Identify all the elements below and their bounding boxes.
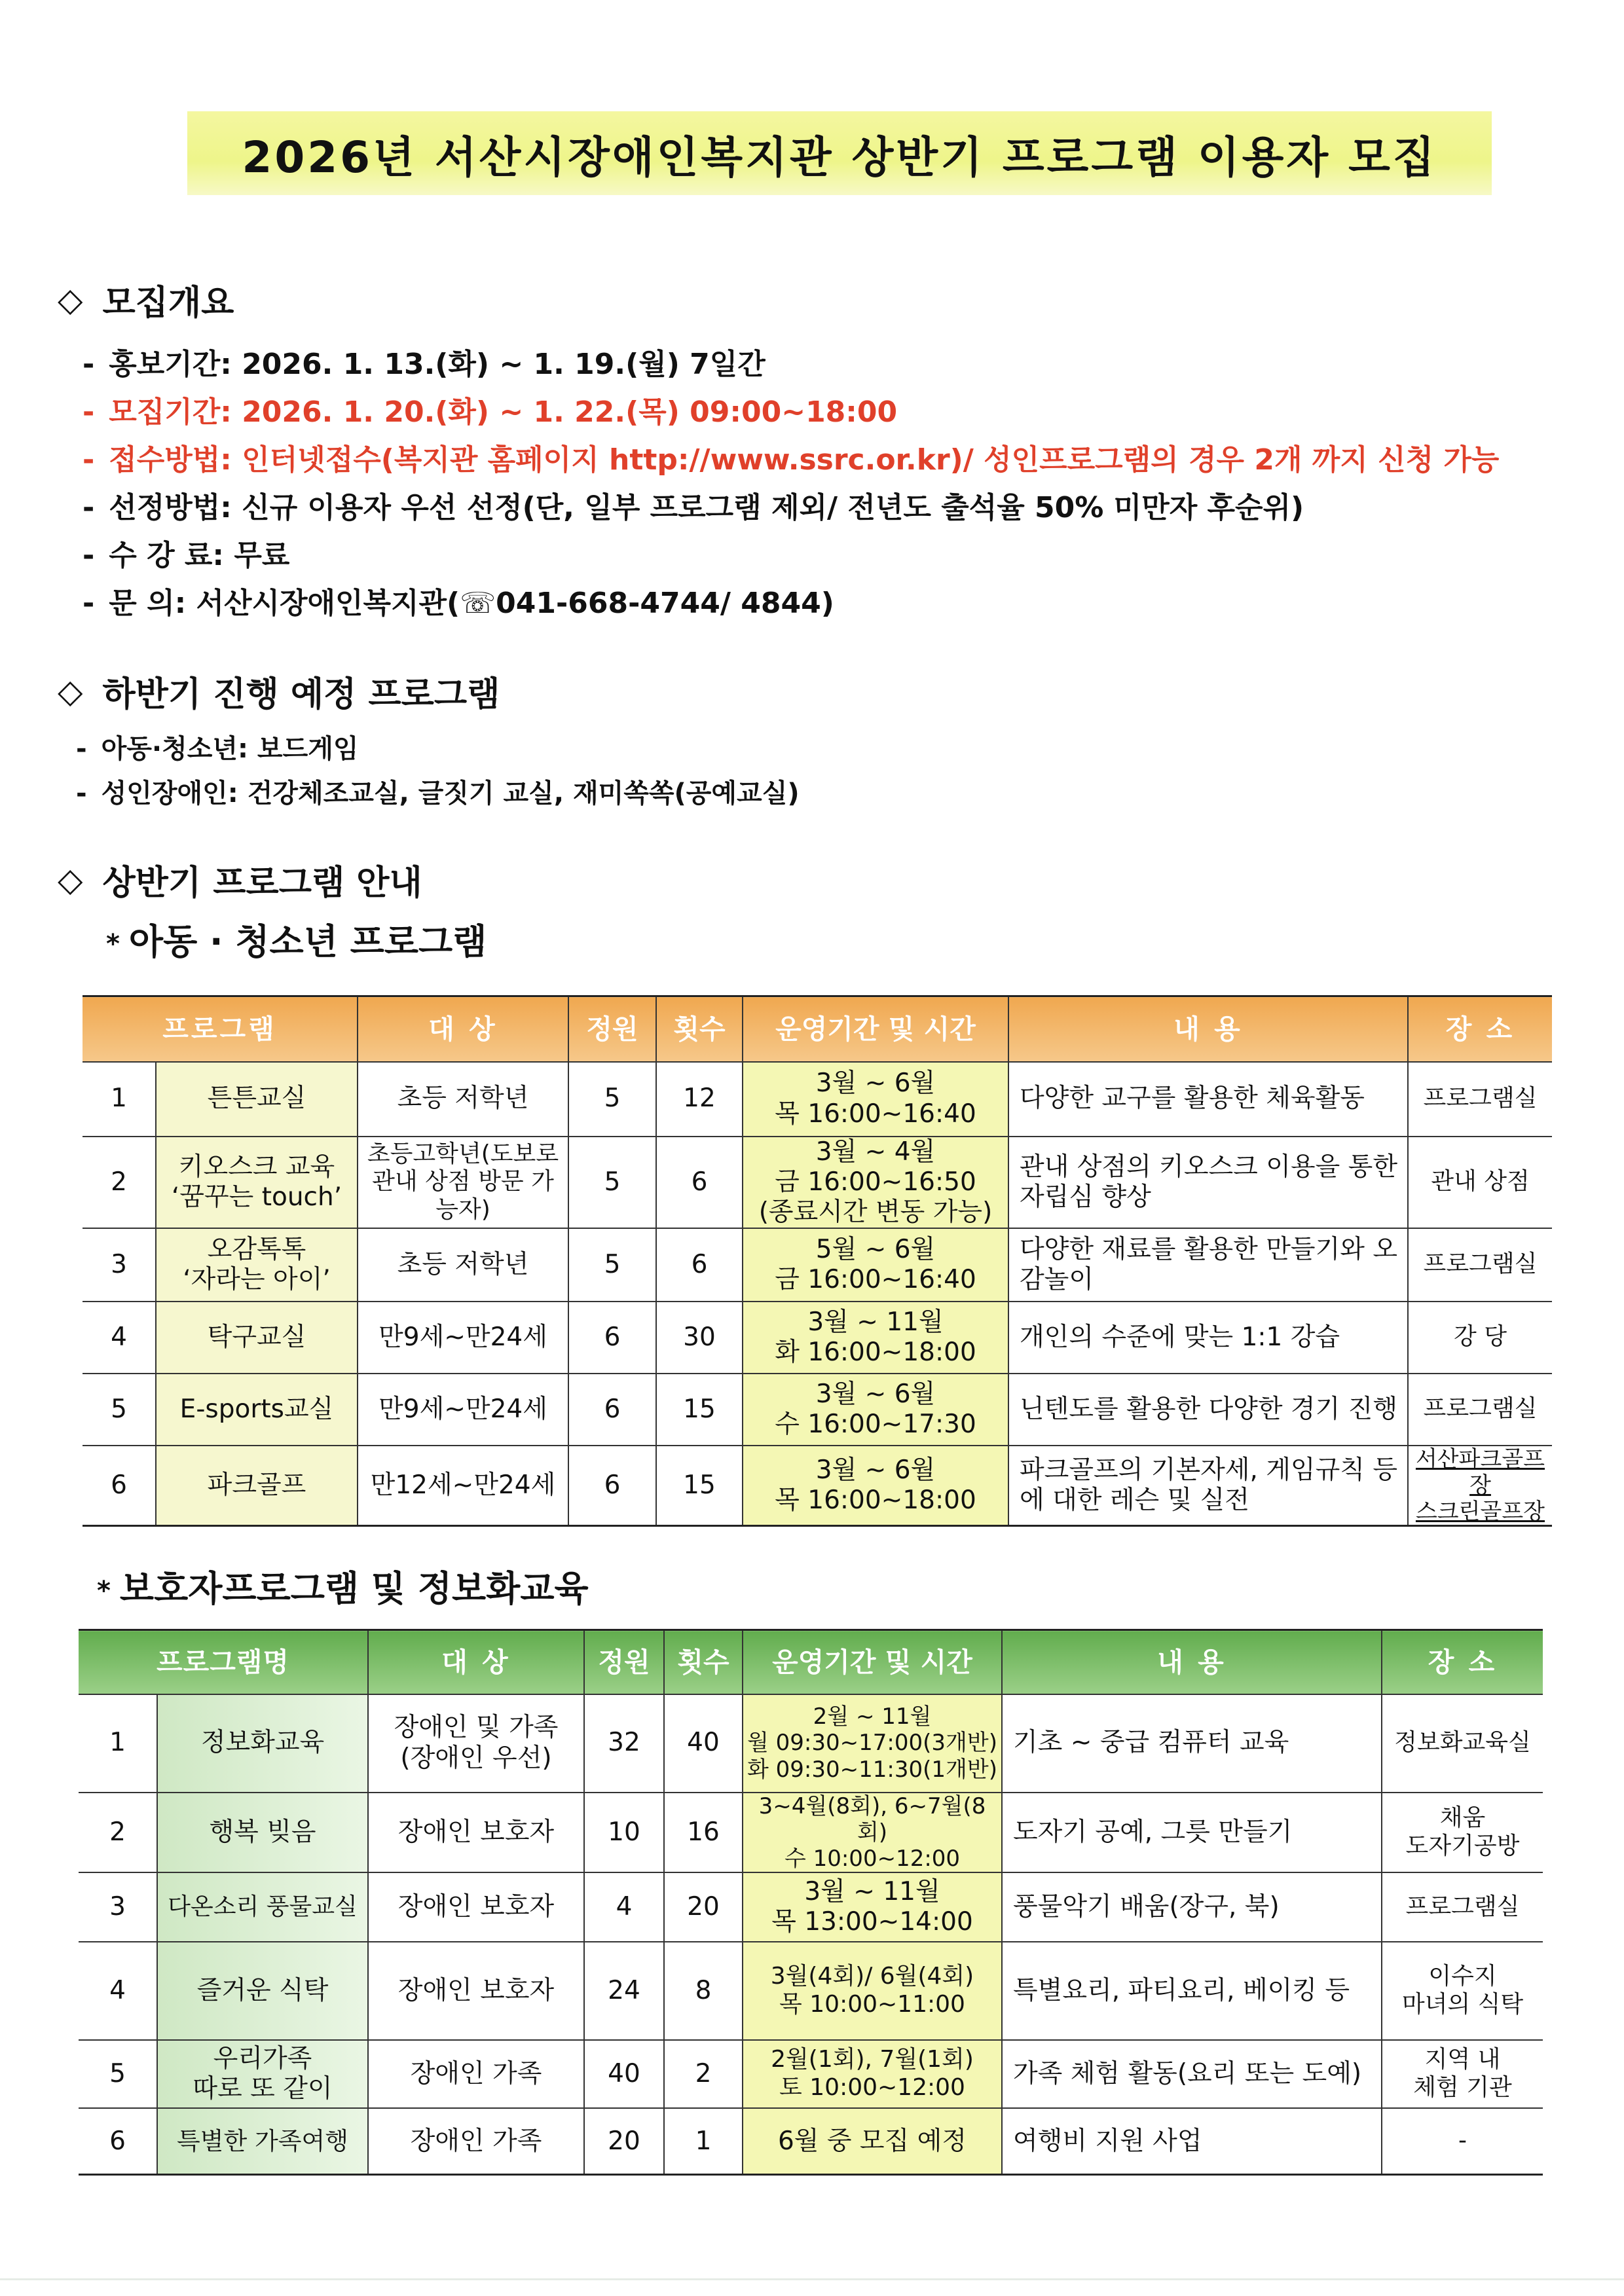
table-row	[79, 1942, 1543, 2040]
program-name: 튼튼교실	[156, 1062, 358, 1137]
overview-item: - 모집기간: 2026. 1. 20.(화) ~ 1. 22.(목) 09:00~18:00	[83, 395, 898, 429]
capacity: 6	[568, 1446, 656, 1526]
session-count: 6	[656, 1137, 743, 1228]
program-name: 오감톡톡 ‘자라는 아이’	[156, 1228, 358, 1302]
session-count: 16	[664, 1793, 743, 1872]
session-count: 40	[664, 1694, 743, 1793]
target: 초등고학년(도보로 관내 상점 방문 가능자)	[358, 1137, 568, 1228]
table-header-row	[79, 1630, 1543, 1694]
target: 만12세~만24세	[358, 1446, 568, 1526]
place: 프로그램실	[1408, 1374, 1552, 1446]
session-count: 20	[664, 1872, 743, 1942]
period: 5월 ~ 6월 금 16:00~16:40	[743, 1228, 1008, 1302]
page-bottom-rule	[0, 2278, 1624, 2280]
capacity: 5	[568, 1137, 656, 1228]
program-name: 즐거운 식탁	[157, 1942, 368, 2040]
column-header: 대 상	[358, 996, 568, 1062]
session-count: 15	[656, 1374, 743, 1446]
capacity: 6	[568, 1302, 656, 1374]
second-half-item: - 성인장애인: 건강체조교실, 글짓기 교실, 재미쏙쏙(공예교실)	[76, 778, 800, 809]
content: 파크골프의 기본자세, 게임규칙 등에 대한 레슨 및 실전	[1008, 1446, 1408, 1526]
overview-item: - 접수방법: 인터넷접수(복지관 홈페이지 http://www.ssrc.or.kr)/ 성인프로그램의 경우 2개 까지 신청 가능	[83, 443, 1500, 477]
period: 3월(4회)/ 6월(4회) 목 10:00~11:00	[743, 1942, 1002, 2040]
content: 다양한 교구를 활용한 체육활동	[1008, 1062, 1408, 1137]
period: 3월 ~ 11월 화 16:00~18:00	[743, 1302, 1008, 1374]
youth-program-table	[83, 995, 1552, 1527]
session-count: 30	[656, 1302, 743, 1374]
first-half-heading: ◇ 상반기 프로그램 안내	[58, 860, 422, 903]
target: 초등 저학년	[358, 1062, 568, 1137]
table-row	[83, 1374, 1552, 1446]
row-number: 2	[79, 1793, 157, 1872]
overview-item: - 홍보기간: 2026. 1. 13.(화) ~ 1. 19.(월) 7일간	[83, 348, 766, 381]
period: 3월 ~ 6월 수 16:00~17:30	[743, 1374, 1008, 1446]
diamond-icon: ◇	[58, 280, 83, 319]
column-header: 내 용	[1008, 996, 1408, 1062]
session-count: 8	[664, 1942, 743, 2040]
row-number: 1	[79, 1694, 157, 1793]
period: 3월 ~ 4월 금 16:00~16:50 (종료시간 변동 가능)	[743, 1137, 1008, 1228]
table-row	[79, 1694, 1543, 1793]
place: 채움 도자기공방	[1382, 1793, 1543, 1872]
table-row	[83, 1062, 1552, 1137]
row-number: 6	[79, 2108, 157, 2175]
target: 초등 저학년	[358, 1228, 568, 1302]
period: 3~4월(8회), 6~7월(8회) 수 10:00~12:00	[743, 1793, 1002, 1872]
second-half-heading: ◇ 하반기 진행 예정 프로그램	[58, 672, 500, 714]
column-header: 운영기간 및 시간	[743, 1630, 1002, 1694]
guardian-subheading: * 보호자프로그램 및 정보화교육	[97, 1568, 589, 1609]
program-name: 탁구교실	[156, 1302, 358, 1374]
table-row	[83, 1446, 1552, 1526]
table-row	[79, 2040, 1543, 2108]
place: 이수지 마녀의 식탁	[1382, 1942, 1543, 2040]
column-header: 내 용	[1002, 1630, 1382, 1694]
capacity: 10	[584, 1793, 664, 1872]
table-row	[79, 1793, 1543, 1872]
capacity: 4	[584, 1872, 664, 1942]
content: 관내 상점의 키오스크 이용을 통한 자립심 향상	[1008, 1137, 1408, 1228]
column-header: 횟수	[664, 1630, 743, 1694]
overview-item: - 수 강 료: 무료	[83, 539, 290, 572]
period: 6월 중 모집 예정	[743, 2108, 1002, 2175]
place: 관내 상점	[1408, 1137, 1552, 1228]
content: 풍물악기 배움(장구, 북)	[1002, 1872, 1382, 1942]
row-number: 4	[83, 1302, 156, 1374]
row-number: 3	[83, 1228, 156, 1302]
target: 장애인 가족	[368, 2040, 584, 2108]
program-name: 행복 빚음	[157, 1793, 368, 1872]
target: 장애인 및 가족 (장애인 우선)	[368, 1694, 584, 1793]
second-half-item: - 아동·청소년: 보드게임	[76, 734, 359, 764]
place: 서산파크골프장 스크린골프장	[1408, 1446, 1552, 1526]
content: 도자기 공예, 그릇 만들기	[1002, 1793, 1382, 1872]
content: 닌텐도를 활용한 다양한 경기 진행	[1008, 1374, 1408, 1446]
content: 기초 ~ 중급 컴퓨터 교육	[1002, 1694, 1382, 1793]
session-count: 1	[664, 2108, 743, 2175]
capacity: 5	[568, 1062, 656, 1137]
content: 여행비 지원 사업	[1002, 2108, 1382, 2175]
row-number: 3	[79, 1872, 157, 1942]
program-name: 특별한 가족여행	[157, 2108, 368, 2175]
table-row	[83, 1228, 1552, 1302]
row-number: 5	[79, 2040, 157, 2108]
session-count: 2	[664, 2040, 743, 2108]
page-title: 2026년 서산시장애인복지관 상반기 프로그램 이용자 모집	[242, 132, 1437, 183]
column-header: 횟수	[656, 996, 743, 1062]
capacity: 5	[568, 1228, 656, 1302]
place: 프로그램실	[1408, 1062, 1552, 1137]
column-header: 운영기간 및 시간	[743, 996, 1008, 1062]
session-count: 15	[656, 1446, 743, 1526]
diamond-icon: ◇	[58, 860, 83, 899]
table-row	[79, 2108, 1543, 2175]
session-count: 6	[656, 1228, 743, 1302]
title-banner	[187, 111, 1492, 195]
period: 3월 ~ 11월 목 13:00~14:00	[743, 1872, 1002, 1942]
place: -	[1382, 2108, 1543, 2175]
content: 특별요리, 파티요리, 베이킹 등	[1002, 1942, 1382, 2040]
target: 장애인 보호자	[368, 1872, 584, 1942]
overview-item: - 문 의: 서산시장애인복지관(☏041-668-4744/ 4844)	[83, 587, 834, 620]
program-name: 우리가족 따로 또 같이	[157, 2040, 368, 2108]
period: 3월 ~ 6월 목 16:00~18:00	[743, 1446, 1008, 1526]
row-number: 6	[83, 1446, 156, 1526]
program-name: 파크골프	[156, 1446, 358, 1526]
table-row	[83, 1302, 1552, 1374]
column-header: 프로그램명	[79, 1630, 368, 1694]
column-header: 장 소	[1382, 1630, 1543, 1694]
period: 2월 ~ 11월 월 09:30~17:00(3개반) 화 09:30~11:30(1개반)	[743, 1694, 1002, 1793]
table-header-row	[83, 996, 1552, 1062]
row-number: 2	[83, 1137, 156, 1228]
program-name: E-sports교실	[156, 1374, 358, 1446]
content: 개인의 수준에 맞는 1:1 강습	[1008, 1302, 1408, 1374]
capacity: 24	[584, 1942, 664, 2040]
youth-subheading: * 아동 · 청소년 프로그램	[106, 921, 487, 962]
capacity: 6	[568, 1374, 656, 1446]
target: 장애인 보호자	[368, 1793, 584, 1872]
content: 가족 체험 활동(요리 또는 도예)	[1002, 2040, 1382, 2108]
place: 프로그램실	[1408, 1228, 1552, 1302]
period: 3월 ~ 6월 목 16:00~16:40	[743, 1062, 1008, 1137]
period: 2월(1회), 7월(1회) 토 10:00~12:00	[743, 2040, 1002, 2108]
target: 장애인 가족	[368, 2108, 584, 2175]
place: 정보화교육실	[1382, 1694, 1543, 1793]
column-header: 정원	[584, 1630, 664, 1694]
diamond-icon: ◇	[58, 672, 83, 710]
overview-item: - 선정방법: 신규 이용자 우선 선정(단, 일부 프로그램 제외/ 전년도 출석율 50% 미만자 후순위)	[83, 491, 1304, 524]
row-number: 1	[83, 1062, 156, 1137]
program-name: 정보화교육	[157, 1694, 368, 1793]
content: 다양한 재료를 활용한 만들기와 오감놀이	[1008, 1228, 1408, 1302]
program-name: 다온소리 풍물교실	[157, 1872, 368, 1942]
column-header: 정원	[568, 996, 656, 1062]
row-number: 4	[79, 1942, 157, 2040]
session-count: 12	[656, 1062, 743, 1137]
target: 만9세~만24세	[358, 1374, 568, 1446]
column-header: 장 소	[1408, 996, 1552, 1062]
place: 강 당	[1408, 1302, 1552, 1374]
column-header: 프로그램	[83, 996, 358, 1062]
place: 프로그램실	[1382, 1872, 1543, 1942]
capacity: 40	[584, 2040, 664, 2108]
column-header: 대 상	[368, 1630, 584, 1694]
program-name: 키오스크 교육 ‘꿈꾸는 touch’	[156, 1137, 358, 1228]
overview-heading: ◇ 모집개요	[58, 280, 234, 323]
guardian-program-table	[79, 1629, 1543, 2176]
capacity: 32	[584, 1694, 664, 1793]
place: 지역 내 체험 기관	[1382, 2040, 1543, 2108]
target: 만9세~만24세	[358, 1302, 568, 1374]
row-number: 5	[83, 1374, 156, 1446]
table-row	[83, 1137, 1552, 1228]
table-row	[79, 1872, 1543, 1942]
capacity: 20	[584, 2108, 664, 2175]
target: 장애인 보호자	[368, 1942, 584, 2040]
